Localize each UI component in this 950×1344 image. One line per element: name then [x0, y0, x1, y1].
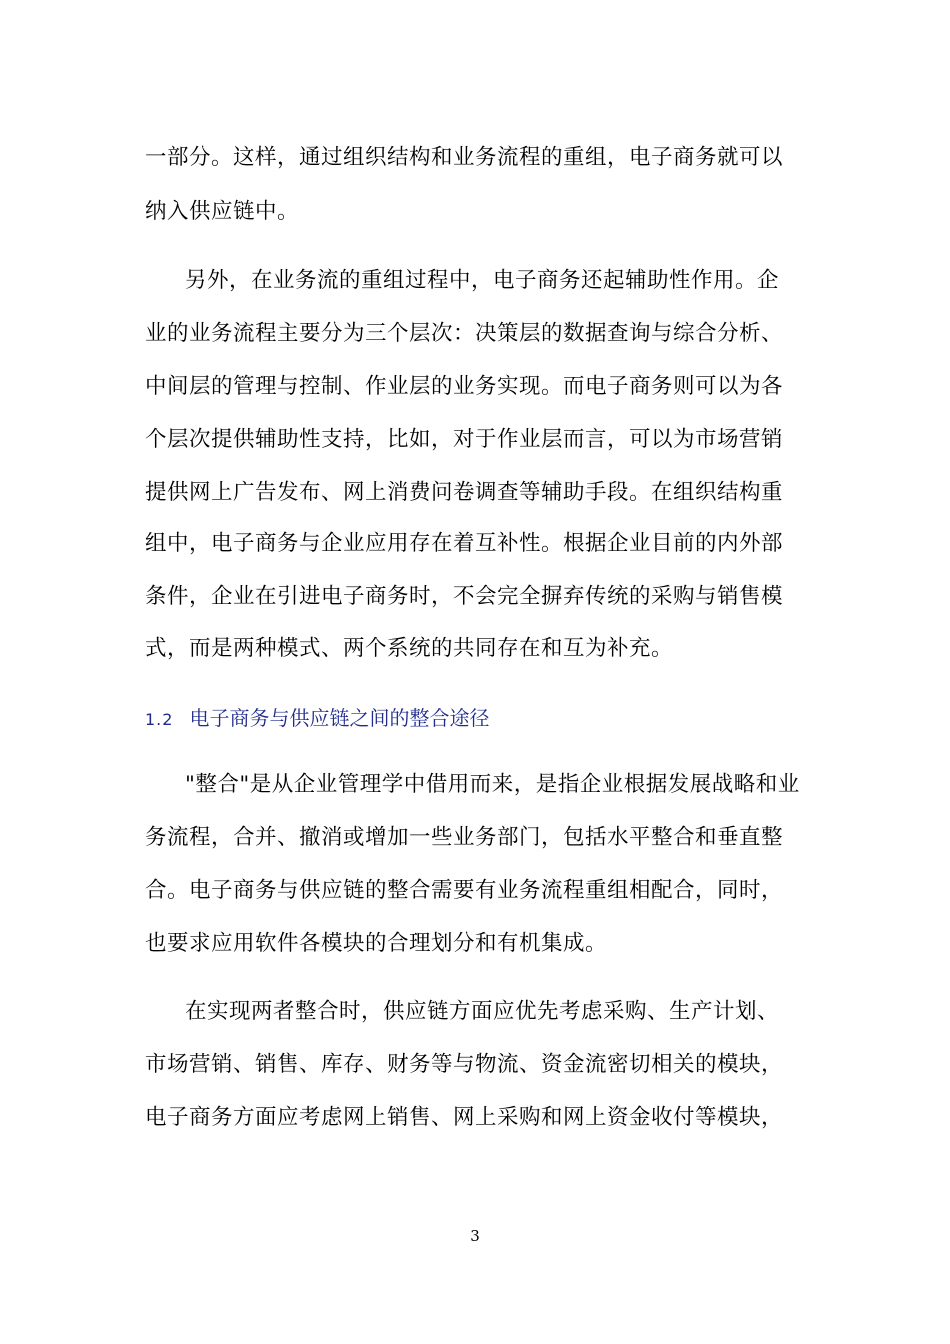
paragraph-line: 另外，在业务流的重组过程中，电子商务还起辅助性作用。企 [185, 268, 780, 293]
paragraph-line: 一部分。这样，通过组织结构和业务流程的重组，电子商务就可以 [145, 145, 784, 170]
paragraph-line: 市场营销、销售、库存、财务等与物流、资金流密切相关的模块， [145, 1052, 784, 1077]
paragraph-line: 电子商务方面应考虑网上销售、网上采购和网上资金收付等模块， [145, 1105, 784, 1130]
paragraph-line: 在实现两者整合时，供应链方面应优先考虑采购、生产计划、 [185, 999, 780, 1024]
paragraph-line: 合。电子商务与供应链的整合需要有业务流程重组相配合，同时， [145, 878, 784, 903]
paragraph-line: 纳入供应链中。 [145, 199, 300, 224]
paragraph-line: 业的业务流程主要分为三个层次：决策层的数据查询与综合分析、 [145, 321, 784, 346]
paragraph-line: 组中，电子商务与企业应用存在着互补性。根据企业目前的内外部 [145, 531, 784, 556]
section-heading [145, 703, 489, 735]
paragraph-line: "整合"是从企业管理学中借用而来，是指企业根据发展战略和业 [185, 772, 800, 797]
page-number: 3 [470, 1227, 480, 1245]
paragraph-line: 务流程，合并、撤消或增加一些业务部门，包括水平整合和垂直整 [145, 825, 784, 850]
section-number: 1.2 [145, 710, 174, 729]
paragraph-line: 式，而是两种模式、两个系统的共同存在和互为补充。 [145, 636, 674, 661]
paragraph-line: 个层次提供辅助性支持，比如，对于作业层而言，可以为市场营销 [145, 427, 784, 452]
section-title: 电子商务与供应链之间的整合途径 [189, 706, 490, 730]
paragraph-line: 条件，企业在引进电子商务时，不会完全摒弃传统的采购与销售模 [145, 584, 784, 609]
paragraph-line: 也要求应用软件各模块的合理划分和有机集成。 [145, 931, 608, 956]
paragraph-line: 提供网上广告发布、网上消费问卷调查等辅助手段。在组织结构重 [145, 480, 784, 505]
paragraph-line: 中间层的管理与控制、作业层的业务实现。而电子商务则可以为各 [145, 374, 784, 399]
